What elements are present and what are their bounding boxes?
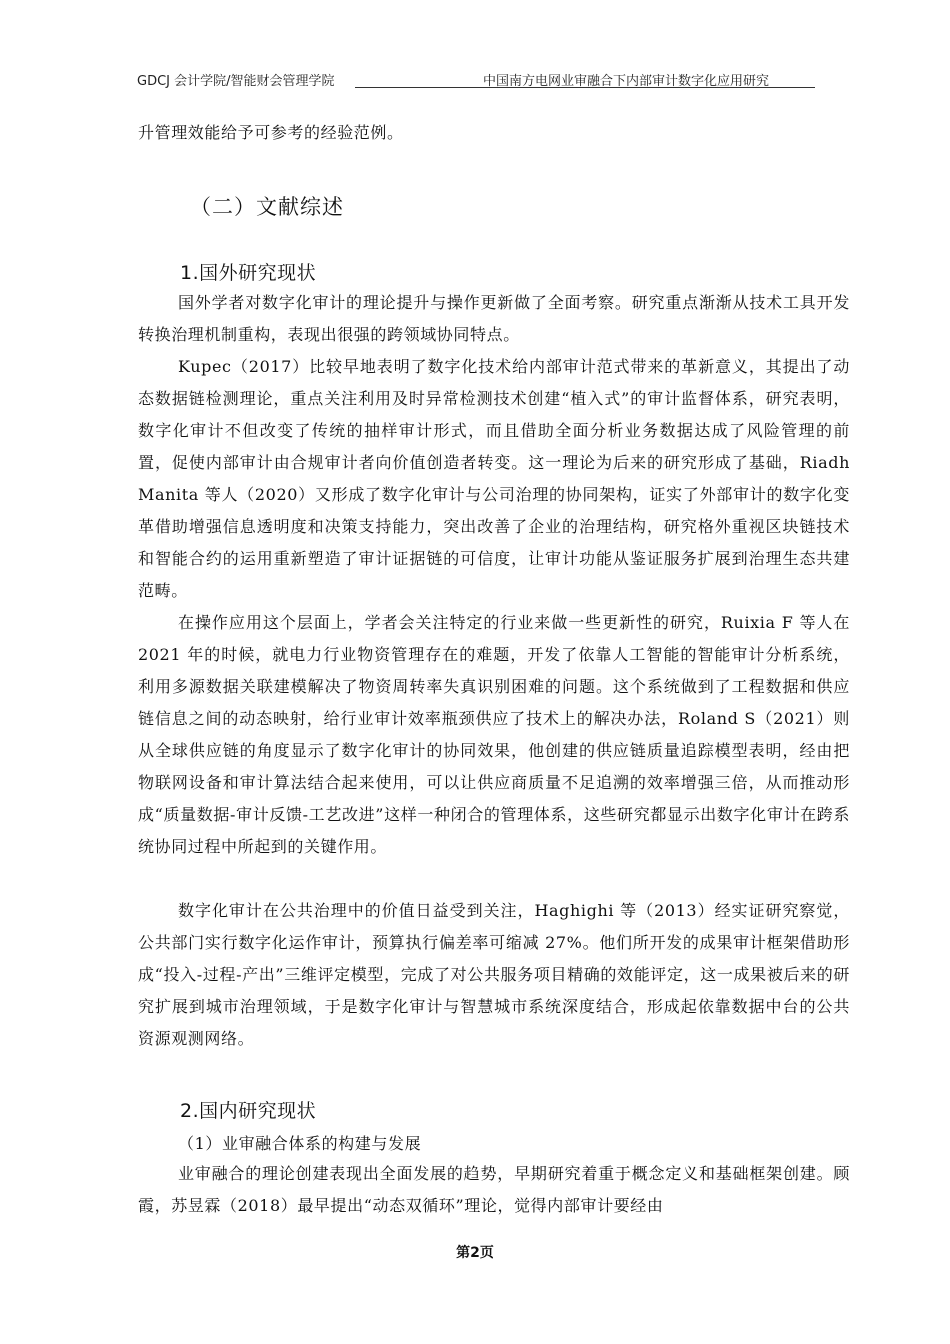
- paragraph-domestic-1: 业审融合的理论创建表现出全面发展的趋势，早期研究着重于概念定义和基础框架创建。顾霞，苏昱霖（2018）最早提出“动态双循环”理论，觉得内部审计要经由: [138, 1164, 850, 1215]
- header-thesis-title: 中国南方电网业审融合下内部审计数字化应用研究: [483, 74, 770, 89]
- paragraph-foreign-3: 在操作应用这个层面上，学者会关注特定的行业来做一些更新性的研究，Ruixia F 等人在 2021 年的时候，就电力行业物资管理存在的难题，开发了依靠人工智能的智能审计分析系统，利用多源数据关联建模解决了物资周转率失真识别困难的问题。这个系统做到了工程数据和供应链信息之间的动态映射，给行业审计效率瓶颈供应了技术上的解决办法，Roland S（2021）则从全球供应链的角度显示了数字化审计的协同效果，他创建的供应链质量追踪模型表明，经由把物联网设备和审计算法结合起来使用，可以让供应商质量不足追溯的效率增强三倍，从而推动形成“质量数据-审计反馈-工艺改进”这样一种闭合的管理体系，这些研究都显示出数字化审计在跨系统协同过程中所起到的关键作用。: [138, 613, 850, 856]
- page-number: 第2页: [456, 1245, 494, 1261]
- section-title: （二）文献综述: [190, 195, 344, 219]
- page-header: [137, 70, 815, 90]
- header-institution: GDCJ 会计学院/智能财会管理学院: [137, 74, 335, 89]
- subsection-foreign-title: 1.国外研究现状: [180, 262, 317, 284]
- paragraph-foreign-1: 国外学者对数字化审计的理论提升与操作更新做了全面考察。研究重点渐渐从技术工具开发转换治理机制重构，表现出很强的跨领域协同特点。: [138, 293, 850, 344]
- intro-continuation: 升管理效能给予可参考的经验范例。: [138, 123, 404, 142]
- paragraph-foreign-2: Kupec（2017）比较早地表明了数字化技术给内部审计范式带来的革新意义，其提出了动态数据链检测理论，重点关注利用及时异常检测技术创建“植入式”的审计监督体系，研究表明，数字化审计不但改变了传统的抽样审计形式，而且借助全面分析业务数据达成了风险管理的前置，促使内部审计由合规审计者向价值创造者转变。这一理论为后来的研究形成了基础，Riadh Manita 等人（2020）又形成了数字化审计与公司治理的协同架构，证实了外部审计的数字化变革借助增强信息透明度和决策支持能力，突出改善了企业的治理结构，研究格外重视区块链技术和智能合约的运用重新塑造了审计证据链的可信度，让审计功能从鉴证服务扩展到治理生态共建范畴。: [138, 357, 850, 600]
- paragraph-foreign-4: 数字化审计在公共治理中的价值日益受到关注，Haghighi 等（2013）经实证研究察觉，公共部门实行数字化运作审计，预算执行偏差率可缩减 27%。他们所开发的成果审计框架借助形成“投入-过程-产出”三维评定模型，完成了对公共服务项目精确的效能评定，这一成果被后来的研究扩展到城市治理领域，于是数字化审计与智慧城市系统深度结合，形成起依靠数据中台的公共资源观测网络。: [138, 901, 850, 1048]
- item-heading: （1）业审融合体系的构建与发展: [178, 1134, 422, 1153]
- subsection-domestic-title: 2.国内研究现状: [180, 1100, 317, 1122]
